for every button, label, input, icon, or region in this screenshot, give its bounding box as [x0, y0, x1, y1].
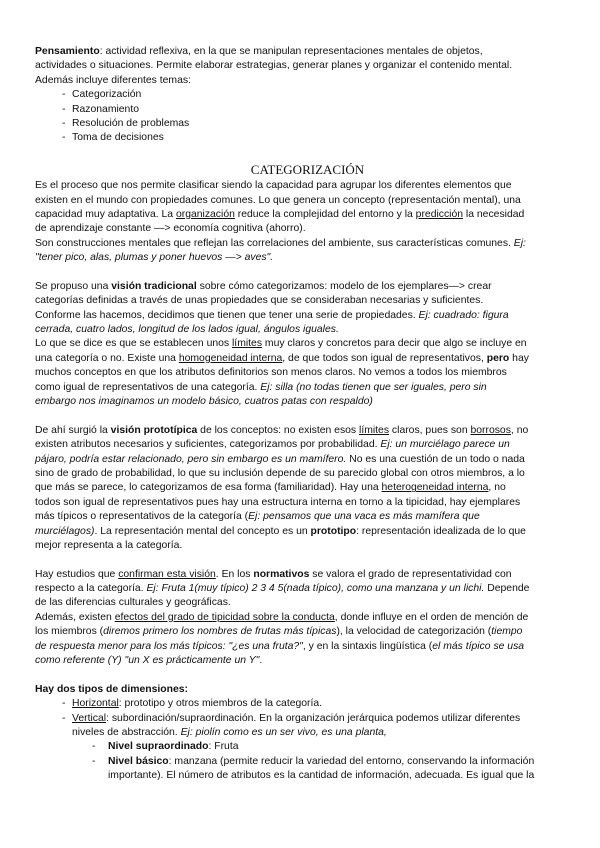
text-run: Además, existen [35, 611, 115, 623]
text-run: Razonamiento [72, 103, 140, 115]
bold-text: visión prototípica [110, 424, 198, 436]
bold-text: Nivel supraordinado [108, 741, 209, 753]
italic-text: pájaro, podría estar relacionado, pero sin embargo es un mamífero. [35, 453, 347, 465]
text-run: categorías definidas a través de unas propiedades que se consideraban necesarias y suficientes. [35, 295, 484, 307]
list-bullet: - [92, 741, 96, 753]
text-line [35, 395, 580, 409]
text-line [35, 726, 580, 740]
bold-text: Nivel básico [108, 755, 169, 767]
blank-line [35, 409, 580, 423]
list-item [35, 117, 580, 131]
underlined-text: Vertical [72, 712, 107, 724]
text-run: importante). El número de atributos es la cantidad de información, adecuada. Es igual que la [108, 770, 535, 782]
text-run: de aprendizaje constante —> economía cognitiva (ahorro). [35, 223, 306, 235]
text-run: Es el proceso que nos permite clasificar siendo la capacidad para agrupar los diferentes elementos que [35, 180, 512, 192]
text-line [35, 352, 580, 366]
text-run: : subordinación/supraordinación. En la organización jerárquica podemos utilizar diferentes [106, 712, 521, 724]
text-run: todos son igual de representativos pues hay una estructura interna en torno a la tipicidad, hay ejemplares [35, 496, 521, 508]
text-line [35, 539, 580, 553]
text-run: sino de grado de probabilidad, lo que su inclusión depende de su parecido global con otros miembros, a lo [35, 467, 525, 479]
text-run: mejor representa a la categoría. [35, 539, 183, 551]
text-run: Hay estudios que [35, 568, 119, 580]
bold-text: visión tradicional [111, 280, 197, 292]
list-bullet: - [62, 117, 66, 129]
text-line [35, 625, 580, 639]
text-run: respecto a la categoría. [35, 583, 147, 595]
bold-text: normativos [253, 568, 310, 580]
text-line [35, 237, 580, 251]
text-run: . [259, 655, 263, 667]
document-page [35, 45, 580, 784]
text-run: No es una cuestión de un todo o nada [346, 453, 525, 465]
text-line [35, 208, 580, 222]
list-item [35, 755, 580, 769]
text-line [35, 481, 580, 495]
text-line [35, 366, 580, 380]
list-item [35, 712, 580, 726]
italic-text: Ej: piolín como es un ser vivo, es una planta, [180, 726, 387, 738]
text-line [35, 438, 580, 452]
text-run: como igual de representativos de una categoría. [35, 381, 261, 393]
text-run: muy claros y concretos para decir que algo se incluye en [262, 338, 527, 350]
blank-line [35, 146, 580, 160]
underlined-text: Horizontal [72, 698, 119, 710]
underlined-text: organización [175, 208, 235, 220]
text-line [35, 496, 580, 510]
text-line [35, 381, 580, 395]
text-line [35, 596, 580, 610]
text-run: De ahí surgió la [35, 424, 111, 436]
text-line [35, 525, 580, 539]
italic-text: cerrada, cuatro lados, longitud de los lados igual, ángulos iguales. [35, 324, 339, 336]
text-run: , no [488, 482, 506, 494]
text-line [35, 222, 580, 236]
text-run: Depende [484, 583, 530, 595]
list-item [35, 740, 580, 754]
italic-text: Ej: cuadrado: figura [418, 309, 509, 321]
list-bullet: - [92, 755, 96, 767]
text-run: Toma de decisiones [72, 132, 164, 144]
text-run: , donde influye en el orden de mención de [334, 611, 529, 623]
text-run: : actividad reflexiva, en la que se manipulan representaciones mentales de objetos, [99, 46, 483, 57]
text-run: , de que todos son igual de representativos, [282, 352, 487, 364]
text-run: sobre cómo categorizamos: modelo de los ejemplares—> crear [196, 280, 492, 292]
italic-text: murciélagos) [35, 525, 95, 537]
text-run: . En los [215, 568, 254, 580]
text-line [35, 294, 580, 308]
text-line [35, 309, 580, 323]
text-run: claros, pues son [389, 424, 471, 436]
underlined-text: límites [232, 338, 263, 350]
text-line [35, 568, 580, 582]
italic-text: Ej: [513, 237, 526, 249]
list-item [35, 131, 580, 145]
text-run: : manzana (permite reducir la variedad del entorno, conservando la información [168, 755, 535, 767]
italic-text: Ej: silla (no todas tienen que ser iguales, pero sin [260, 381, 487, 393]
text-run: la necesidad [463, 208, 525, 220]
text-run: una categoría o no. Existe una [35, 352, 179, 364]
list-bullet: - [62, 103, 66, 115]
list-bullet: - [62, 89, 66, 101]
bold-text: Hay dos tipos de dimensiones: [35, 683, 189, 695]
text-run: : prototipo y otros miembros de la categoría. [118, 698, 323, 710]
underlined-text: predicción [415, 208, 464, 220]
italic-text: "tener pico, alas, plumas y poner huevos —> aves". [35, 252, 274, 264]
text-line [35, 453, 580, 467]
text-run: hay [509, 352, 529, 364]
blank-line [35, 668, 580, 682]
italic-text: diremos primero los nombres de frutas más típicas [103, 626, 337, 638]
text-run: CATEGORIZACIÓN [250, 162, 365, 178]
text-run: niveles de abstracción. [72, 726, 181, 738]
text-line [35, 74, 580, 88]
text-line [35, 280, 580, 294]
italic-text: embargo nos imaginamos un modelo básico, cuatros patas con respaldo) [35, 395, 373, 407]
text-run: Además incluye diferentes temas: [35, 74, 191, 86]
text-line [35, 323, 580, 337]
underlined-text: efectos del grado de tipicidad sobre la conducta [114, 611, 335, 623]
italic-text: Ej: Fruta 1(muy típico) 2 3 4 5(nada típico), como una manzana y un lichi. [146, 583, 485, 595]
blank-line [35, 265, 580, 279]
text-run: existen en el mundo con propiedades comunes. Lo que genera un concepto (representación mental), una [35, 194, 521, 206]
text-line [35, 769, 580, 783]
section-title [35, 160, 580, 179]
bold-text: Pensamiento [35, 46, 100, 57]
text-run: capacidad muy adaptativa. La [35, 208, 176, 220]
list-bullet: - [62, 698, 66, 710]
text-run: más típicos o representativos de la categoría ( [35, 511, 249, 523]
bold-text: pero [486, 352, 510, 364]
text-line [35, 59, 580, 73]
underlined-text: homogeneidad interna [178, 352, 283, 364]
text-run: reduce la complejidad del entorno y la [234, 208, 416, 220]
text-run: de las diferencias culturales y geográficas. [35, 597, 231, 609]
text-line [35, 45, 580, 59]
list-bullet: - [62, 712, 66, 724]
underlined-text: borrosos [470, 424, 511, 436]
text-run: Lo que se dice es que se establecen unos [35, 338, 232, 350]
text-run: Categorización [72, 89, 142, 101]
list-item [35, 88, 580, 102]
text-line [35, 251, 580, 265]
text-run: ), la velocidad de categorización ( [336, 626, 492, 638]
text-line [35, 467, 580, 481]
text-run: los miembros ( [35, 626, 104, 638]
text-run: , no [510, 424, 529, 436]
text-line [35, 424, 580, 438]
text-line [35, 654, 580, 668]
text-line [35, 640, 580, 654]
list-item [35, 103, 580, 117]
text-line [35, 179, 580, 193]
text-run: Conforme las hacemos, decidimos que tienen que tener una serie de propiedades. [35, 309, 419, 321]
text-line [35, 683, 580, 697]
text-run: de los conceptos: no existen esos [197, 424, 360, 436]
bold-text: prototipo [310, 525, 357, 537]
text-line [35, 337, 580, 351]
text-run: . La representación mental del concepto es un [94, 525, 311, 537]
list-item [35, 697, 580, 711]
blank-line [35, 553, 580, 567]
text-run: Son construcciones mentales que reflejan las correlaciones del ambiente, sus características comunes. [35, 237, 514, 249]
text-run: : Fruta [208, 741, 239, 753]
text-run: : representación idealizada de lo que [356, 525, 526, 537]
text-line [35, 611, 580, 625]
text-line [35, 510, 580, 524]
text-run: Resolución de problemas [72, 117, 190, 129]
italic-text: el más típico se usa [432, 640, 525, 652]
text-line [35, 582, 580, 596]
list-bullet: - [62, 132, 66, 144]
text-line [35, 194, 580, 208]
underlined-text: confirman esta visión [118, 568, 216, 580]
text-run: actividades o situaciones. Permite elaborar estrategias, generar planes y organizar el contenido mental. [35, 60, 513, 72]
text-run: Se propuso una [35, 280, 112, 292]
italic-text: Ej: pensamos que una vaca es más mamífera que [248, 511, 480, 523]
text-run: muchos conceptos en que los atributos definitorios son menos claros. No vemos a todos los miembros [35, 367, 507, 379]
italic-text: Ej: un murciélago parece un [380, 439, 510, 451]
underlined-text: heterogeneidad interna [381, 482, 489, 494]
italic-text: como referente (Y) "un X es prácticamente un Y" [35, 655, 260, 667]
italic-text: de respuesta menor para los más típicos: "¿es una fruta?" [35, 640, 303, 652]
text-run: , y en la sintaxis lingüística ( [302, 640, 433, 652]
italic-text: tiempo [491, 626, 523, 638]
underlined-text: límites [359, 424, 390, 436]
text-run: existen atributos necesarios y suficientes, categorizamos por probabilidad. [35, 439, 381, 451]
text-run: se valora el grado de representatividad con [309, 568, 512, 580]
text-run: que más se parece, lo categorizamos de esa forma (familiaridad). Hay una [35, 482, 382, 494]
